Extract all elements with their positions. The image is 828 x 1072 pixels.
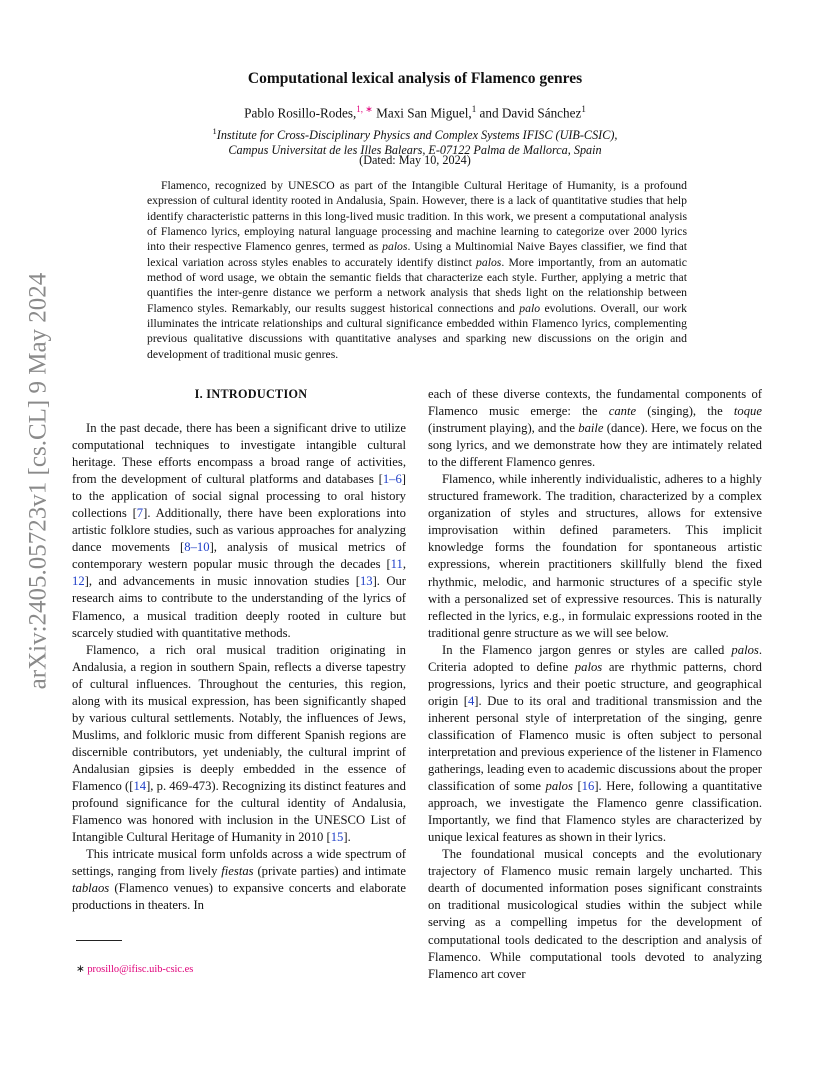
paragraph xyxy=(72,420,406,642)
body-text: (dance). Here, we focus on the song lyrics, and we demonstrate how they are intimately related to the different Flamenco genres. xyxy=(428,421,762,470)
paper-title: Computational lexical analysis of Flamenco genres xyxy=(247,70,583,87)
author-affiliation-mark: 1 xyxy=(471,104,477,114)
citation-link[interactable]: 7 xyxy=(136,506,144,521)
body-text: ], analysis of musical metrics of contemporary western popular music through the decades [ xyxy=(72,540,407,572)
arxiv-id-text: arXiv:2405.05723v1 [cs.CL] 9 May 2024 xyxy=(24,272,51,690)
paragraph xyxy=(72,642,406,847)
term-italic: palo xyxy=(519,301,541,315)
author-affiliation-mark: 1 xyxy=(581,104,586,114)
body-text: (private parties) and intimate xyxy=(253,864,406,879)
footnote xyxy=(76,963,193,975)
citation-link[interactable]: 13 xyxy=(359,574,373,589)
body-text: ]. Our research aims to contribute to the understanding of the lyrics of Flamenco, a musical tradition deeply rooted in culture but scarcely studied with quantitative methods. xyxy=(72,574,406,640)
term-italic: palos xyxy=(574,659,603,674)
citation-link[interactable]: 16 xyxy=(581,779,595,794)
footnote-rule xyxy=(76,940,122,941)
body-text: each of these diverse contexts, the fundamental components of Flamenco music emerge: the xyxy=(428,387,762,419)
section-heading-introduction: I. INTRODUCTION xyxy=(194,387,308,401)
term-italic: baile xyxy=(578,421,604,436)
citation-link[interactable]: 12 xyxy=(72,574,85,589)
citation-link[interactable]: 11 xyxy=(390,557,403,572)
body-text: . Criteria adopted to define xyxy=(428,642,762,674)
body-text: , xyxy=(402,557,406,572)
author-name: Pablo Rosillo-Rodes, xyxy=(244,105,357,121)
body-text: ]. Additionally, there have been explorations into artistic folklore studies, such as various approaches for analyzing dance movements [ xyxy=(72,506,406,555)
body-text: ]. Due to its oral and traditional transmission and the inherent personal style of interpretation of the singing, genre classification of Flamenco music is often subject to personal interpretation and previous experience of the listener in Flamenco gatherings, leading even to academic discussions about the proper classification of some xyxy=(428,693,762,794)
body-text: (instrument playing), and the xyxy=(428,421,579,436)
term-italic: toque xyxy=(733,404,762,419)
body-text: are rhythmic patterns, chord progressions, lyrics and their poetic structure, and geographical origin [ xyxy=(428,659,762,708)
term-italic: fiestas xyxy=(221,864,254,879)
affiliation-line-1: Institute for Cross-Disciplinary Physics and Complex Systems IFISC (UIB-CSIC), xyxy=(216,128,618,143)
body-text: ] to the application of social signal processing to oral history collections [ xyxy=(72,472,406,521)
left-column xyxy=(72,420,406,914)
body-text: In the Flamenco jargon genres or styles are called xyxy=(442,642,732,657)
body-text: ], p. 469-473). Recognizing its distinct features and profound significance for the cultural identity of Andalusia, Flamenco was honored with inclusion in the UNESCO List of Intangible Cultural Heritage of Humanity in 2010 [ xyxy=(72,778,406,845)
body-text: This intricate musical form unfolds across a wide spectrum of settings, ranging from lively xyxy=(72,847,406,879)
email-link[interactable]: prosillo@ifisc.uib-csic.es xyxy=(87,964,194,975)
abstract-text: evolutions. Overall, our work illuminates the intricate relationships and cultural significance embedded within Flamenco lyrics, complementing previous qualitative discussions with quantitative analyses and sparking new discussions on the origin and development of traditional music genres. xyxy=(147,301,688,361)
citation-link[interactable]: 4 xyxy=(467,693,475,708)
author-name: and David Sánchez xyxy=(476,105,582,121)
body-text: ]. xyxy=(343,830,351,845)
abstract xyxy=(147,178,687,362)
paragraph: Flamenco, while inherently individualistic, adheres to a highly structured framework. The tradition, characterized by a complex organization of styles and structures, allows for extensive improvisation within defined parameters. This implicit knowledge forms the foundation for spontaneous artistic expressions, wherein practitioners skillfully blend the fixed rhythmic, melodic, and harmonic structures of a specific style with a personalized set of expressive resources. This is naturally reflected in the lyrics, e.g., in formulaic expressions rooted in the traditional genre structure as we will see below. xyxy=(428,472,762,640)
body-text: ], and advancements in music innovation studies [ xyxy=(84,574,360,589)
paragraph xyxy=(428,386,762,471)
term-italic: palos xyxy=(731,642,759,657)
term-italic: palos xyxy=(382,240,408,254)
paragraph xyxy=(428,642,762,847)
abstract-text: Flamenco, recognized by UNESCO as part of the Intangible Cultural Heritage of Humanity, is a profound expression of cultural identity rooted in Andalusia, Spain. However, there is a lack of quantitative studies that help identify characteristic patterns in this long-lived music tradition. In this work, we present a computational analysis of Flamenco lyrics, employing natural language processing and machine learning to categorize over 2000 lyrics into their respective Flamenco genres, termed as xyxy=(147,179,687,254)
citation-link[interactable]: 1–6 xyxy=(382,472,402,487)
citation-link[interactable]: 14 xyxy=(133,778,147,793)
citation-link[interactable]: 15 xyxy=(330,830,344,845)
body-text: (Flamenco venues) to expansive concerts and elaborate productions in theaters. In xyxy=(72,881,406,913)
arxiv-identifier-stamp xyxy=(18,272,58,690)
paragraph xyxy=(72,846,406,914)
paragraph: The foundational musical concepts and the evolutionary trajectory of Flamenco music remain largely uncharted. This dearth of documented information poses significant constraints on traditional musicological studies within the subject while serving as a compelling impetus for the development of computational tools dedicated to the description and analysis of Flamenco. While computational tools devoted to analyzing Flamenco art cover xyxy=(428,847,762,981)
body-text: ]. Here, following a quantitative approach, we investigate the Flamenco genre classification. Importantly, we find that Flamenco styles are characterized by unique lexical features as shown in their lyrics. xyxy=(428,779,762,845)
body-text: Flamenco, a rich oral musical tradition originating in Andalusia, a region in southern Spain, reflects a diverse tapestry of cultural influences. Throughout the centuries, this region, along with its musical expression, has been significantly shaped by various cultural settlements. Notably, the influences of Jews, Muslims, and folkloric music from different Spanish regions are discernible contributors, yet undeniably, the cultural imprint of Andalusian gipsies is deeply embedded in the essence of Flamenco ([ xyxy=(72,642,406,793)
term-italic: palos xyxy=(545,779,573,794)
citation-link[interactable]: 8–10 xyxy=(184,540,210,555)
body-text: (singing), the xyxy=(636,404,734,419)
affiliation-line-2: Campus Universitat de les Illes Balears, E-07122 Palma de Mallorca, Spain xyxy=(228,143,602,158)
author-affiliation-mark[interactable]: 1, ∗ xyxy=(356,104,373,114)
term-italic: cante xyxy=(608,404,637,419)
author-name: Maxi San Miguel, xyxy=(372,105,472,121)
right-column xyxy=(428,386,762,983)
date-line: (Dated: May 10, 2024) xyxy=(359,153,471,167)
footnote-marker: ∗ xyxy=(76,964,85,975)
abstract-text: . Using a Multinomial Naive Bayes classifier, we find that lexical variation across styles enables to accurately identify distinct xyxy=(147,240,688,269)
term-italic: tablaos xyxy=(72,881,110,896)
body-text: In the past decade, there has been a significant drive to utilize computational techniques to investigate intangible cultural heritage. These efforts encompass a broad range of activities, from the development of cultural platforms and databases [ xyxy=(72,421,406,487)
body-text: [ xyxy=(572,779,582,794)
author-list xyxy=(130,104,700,121)
affiliation-mark: 1 xyxy=(212,126,217,136)
term-italic: palos xyxy=(476,255,502,269)
abstract-text: . More importantly, from an automatic method of word usage, we obtain the semantic fields that characterize each style. Further, applying a metric that quantifies the inter-genre distance we perform a network analysis that sheds light on the relationship between Flamenco styles. Remarkably, our results suggest historical connections and xyxy=(147,255,687,315)
